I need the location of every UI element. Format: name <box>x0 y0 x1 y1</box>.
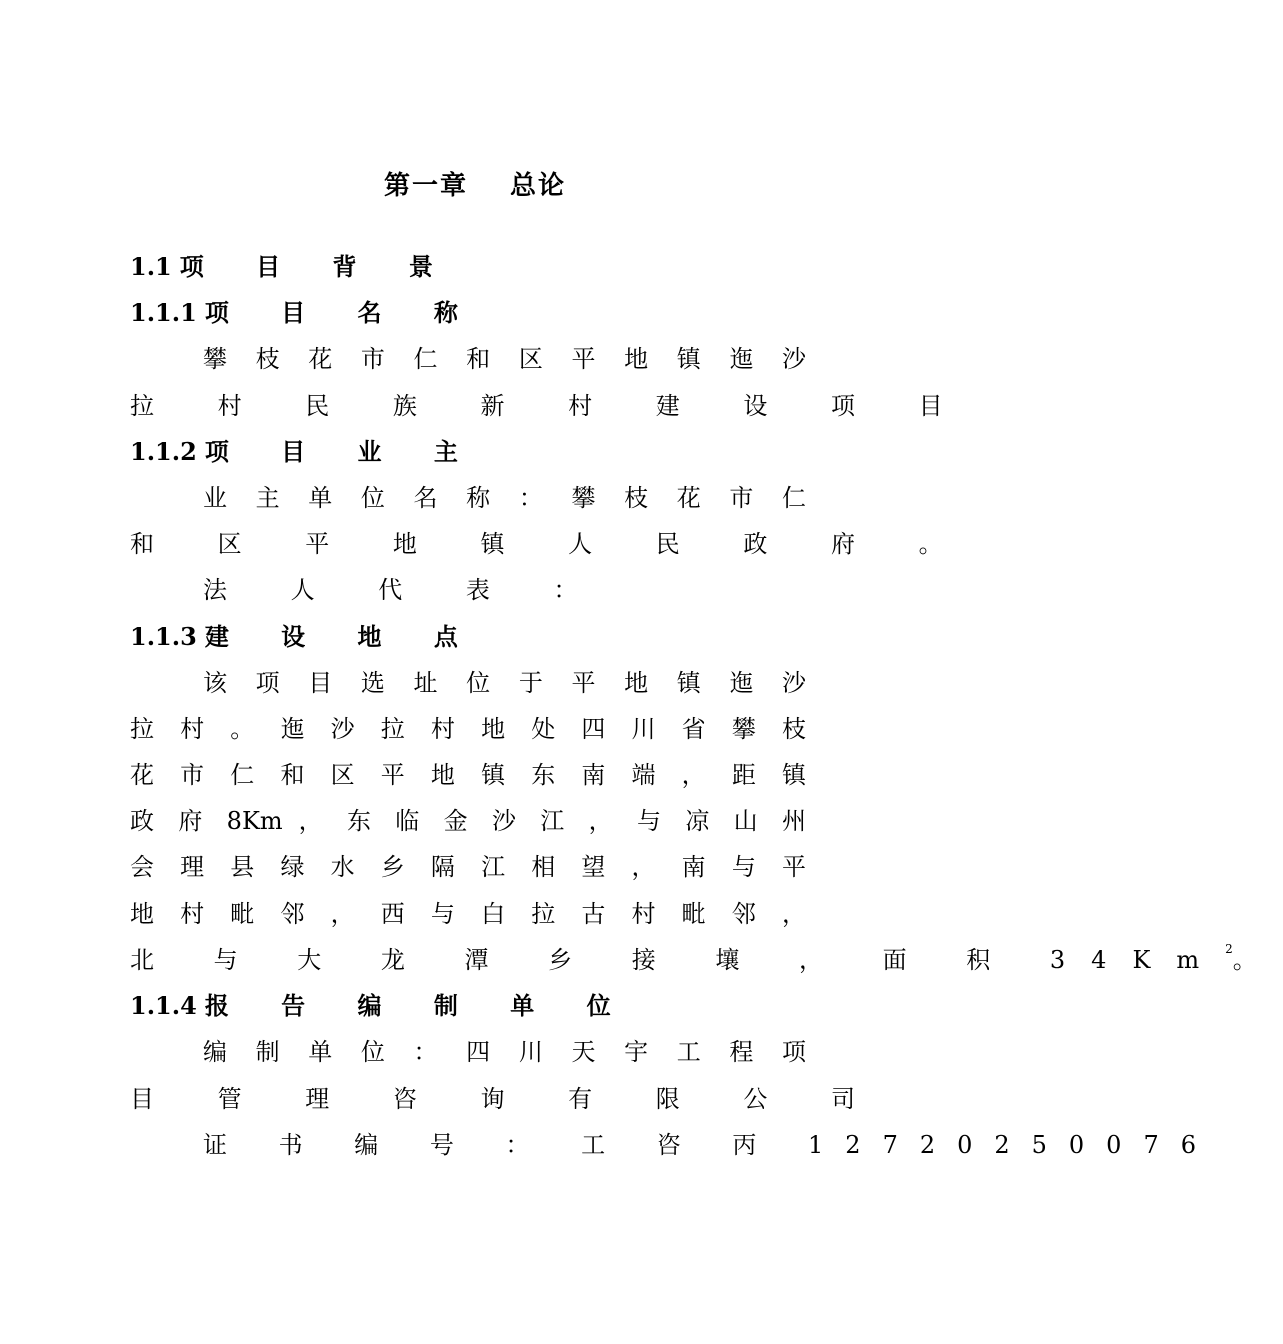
section-heading-1-1 <box>130 250 806 296</box>
chapter-name: 总论 <box>510 171 567 201</box>
section-heading-1-1-2 <box>130 435 806 481</box>
paragraph-line: 法 人 代 表 ： <box>203 576 606 604</box>
paragraph-text: 北 与 大 龙 潭 乡 接 壤 ， 面 积 34Km <box>130 946 1226 974</box>
chapter-title <box>0 165 950 202</box>
section-title: 报 告 编 制 单 位 <box>204 991 633 1020</box>
section-title: 项 目 业 主 <box>204 437 480 466</box>
section-title: 项 目 名 称 <box>204 298 480 327</box>
paragraph-line: 拉 村 。 迤 沙 拉 村 地 处 四 川 省 攀 枝 <box>130 715 806 743</box>
paragraph-line: 业 主 单 位 名 称 ： 攀 枝 花 市 仁 <box>203 484 806 512</box>
paragraph-line: 该 项 目 选 址 位 于 平 地 镇 迤 沙 <box>203 669 806 697</box>
section-title: 建 设 地 点 <box>204 622 480 651</box>
paragraph-line: 编 制 单 位 ： 四 川 天 宇 工 程 项 <box>203 1038 806 1066</box>
paragraph-end: 。 <box>1232 946 1283 974</box>
section-number: 1.1.2 <box>130 437 197 466</box>
paragraph-line: 攀 枝 花 市 仁 和 区 平 地 镇 迤 沙 <box>203 345 806 373</box>
section-heading-1-1-1 <box>130 296 806 342</box>
superscript: 2 <box>1225 942 1233 956</box>
section-number: 1.1.1 <box>130 298 197 327</box>
paragraph-line: 证 书 编 号 ： 工 咨 丙 12720250076 <box>203 1131 1218 1159</box>
paragraph-line: 政 府 8Km ， 东 临 金 沙 江 ， 与 凉 山 州 <box>130 807 806 835</box>
paragraph-line: 会 理 县 绿 水 乡 隔 江 相 望 ， 南 与 平 <box>130 853 806 881</box>
chapter-number: 第一章 <box>383 171 468 201</box>
section-heading-1-1-4 <box>130 989 806 1035</box>
paragraph-line: 花 市 仁 和 区 平 地 镇 东 南 端 ， 距 镇 <box>130 761 806 789</box>
paragraph-line: 目 管 理 咨 询 有 限 公 司 <box>130 1085 884 1113</box>
paragraph-line: 拉 村 民 族 新 村 建 设 项 目 <box>130 392 971 420</box>
section-number: 1.1.4 <box>130 991 197 1020</box>
section-number: 1.1 <box>130 252 172 281</box>
section-heading-1-1-3 <box>130 620 806 666</box>
section-title: 项 目 背 景 <box>179 252 455 281</box>
paragraph-line: 和 区 平 地 镇 人 民 政 府 。 <box>130 530 971 558</box>
section-number: 1.1.3 <box>130 622 197 651</box>
paragraph-line-last <box>130 942 1283 989</box>
paragraph-line: 地 村 毗 邻 ， 西 与 白 拉 古 村 毗 邻 ， <box>130 900 806 928</box>
